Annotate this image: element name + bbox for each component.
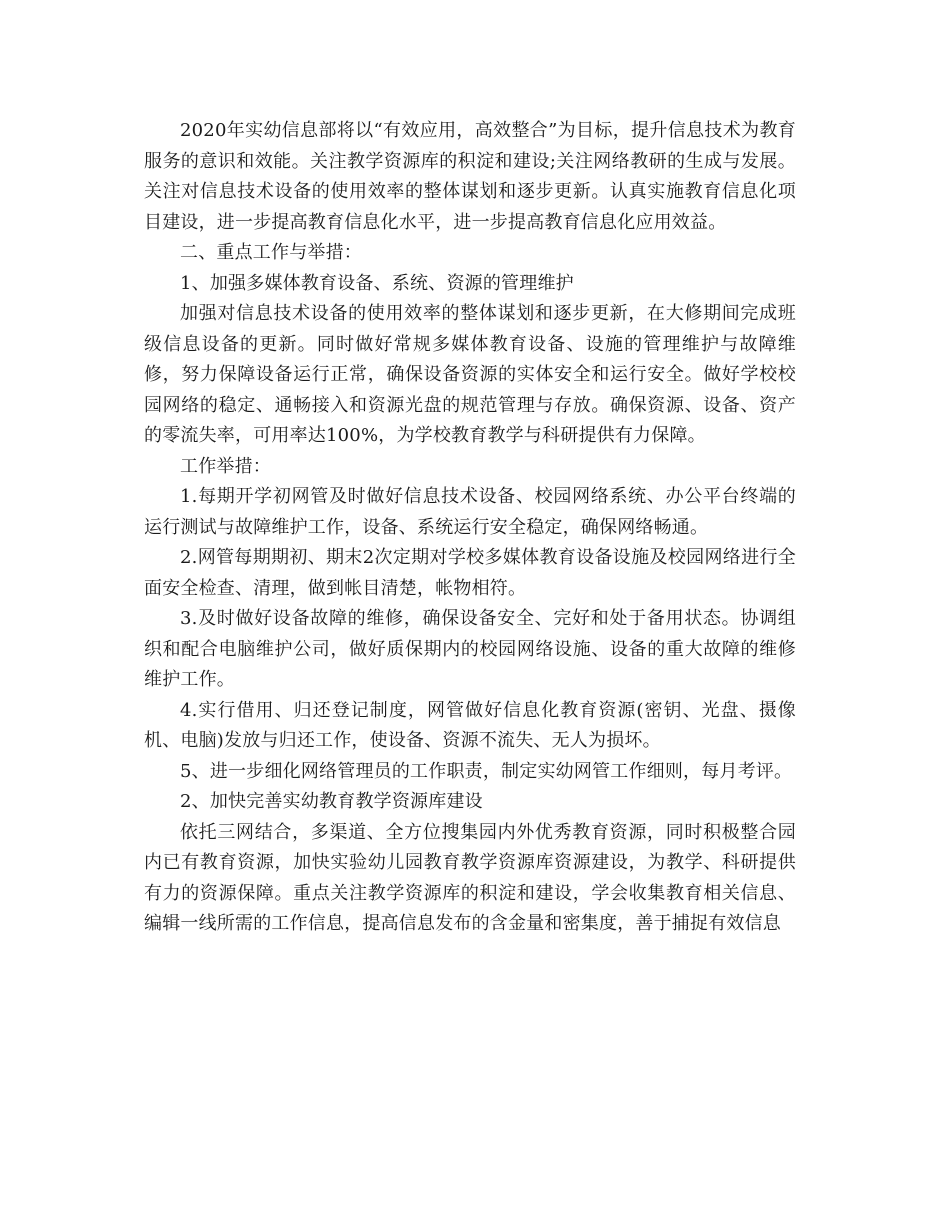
paragraph-item-1-body: 加强对信息技术设备的使用效率的整体谋划和逐步更新，在大修期间完成班级信息设备的更新。同时做好常规多媒体教育设备、设施的管理维护与故障维修，努力保障设备运行正常，确保设备资源的实体安全和运行安全。做好学校校园网络的稳定、通畅接入和资源光盘的规范管理与存放。确保资源、设备、资产的零流失率，可用率达100%，为学校教育教学与科研提供有力保障。 bbox=[144, 303, 796, 446]
paragraph-measure-5: 5、进一步细化网络管理员的工作职责，制定实幼网管工作细则，每月考评。 bbox=[180, 760, 793, 782]
heading-measures: 工作举措： bbox=[180, 455, 271, 477]
paragraph-item-2-body: 依托三网结合，多渠道、全方位搜集园内外优秀教育资源，同时积极整合园内已有教育资源，加快实验幼儿园教育教学资源库资源建设，为教学、科研提供有力的资源保障。重点关注教学资源库的积淀和建设，学会收集教育相关信息、编辑一线所需的工作信息，提高信息发布的含金量和密集度，善于捕捉有效信息 bbox=[144, 821, 796, 934]
paragraph-measure-3: 3.及时做好设备故障的维修，确保设备安全、完好和处于备用状态。协调组织和配合电脑维护公司，做好质保期内的校园网络设施、设备的重大故障的维修维护工作。 bbox=[144, 608, 796, 690]
heading-key-work: 二、重点工作与举措： bbox=[180, 242, 362, 263]
paragraph-measure-1: 1.每期开学初网管及时做好信息技术设备、校园网络系统、办公平台终端的运行测试与故障维护工作，设备、系统运行安全稳定，确保网络畅通。 bbox=[144, 486, 796, 538]
paragraph-intro: 2020年实幼信息部将以“有效应用，高效整合”为目标，提升信息技术为教育服务的意识和效能。关注教学资源库的积淀和建设;关注网络教研的生成与发展。关注对信息技术设备的使用效率的整体谋划和逐步更新。认真实施教育信息化项目建设，进一步提高教育信息化水平，进一步提高教育信息化应用效益。 bbox=[144, 120, 796, 233]
heading-item-1: 1、加强多媒体教育设备、系统、资源的管理维护 bbox=[180, 272, 574, 294]
heading-item-2: 2、加快完善实幼教育教学资源库建设 bbox=[180, 791, 483, 812]
document-body bbox=[144, 116, 796, 940]
paragraph-measure-4: 4.实行借用、归还登记制度，网管做好信息化教育资源(密钥、光盘、摄像机、电脑)发放与归还工作，使设备、资源不流失、无人为损坏。 bbox=[144, 699, 796, 751]
paragraph-measure-2: 2.网管每期期初、期末2次定期对学校多媒体教育设备设施及校园网络进行全面安全检查、清理，做到帐目清楚，帐物相符。 bbox=[144, 547, 796, 599]
